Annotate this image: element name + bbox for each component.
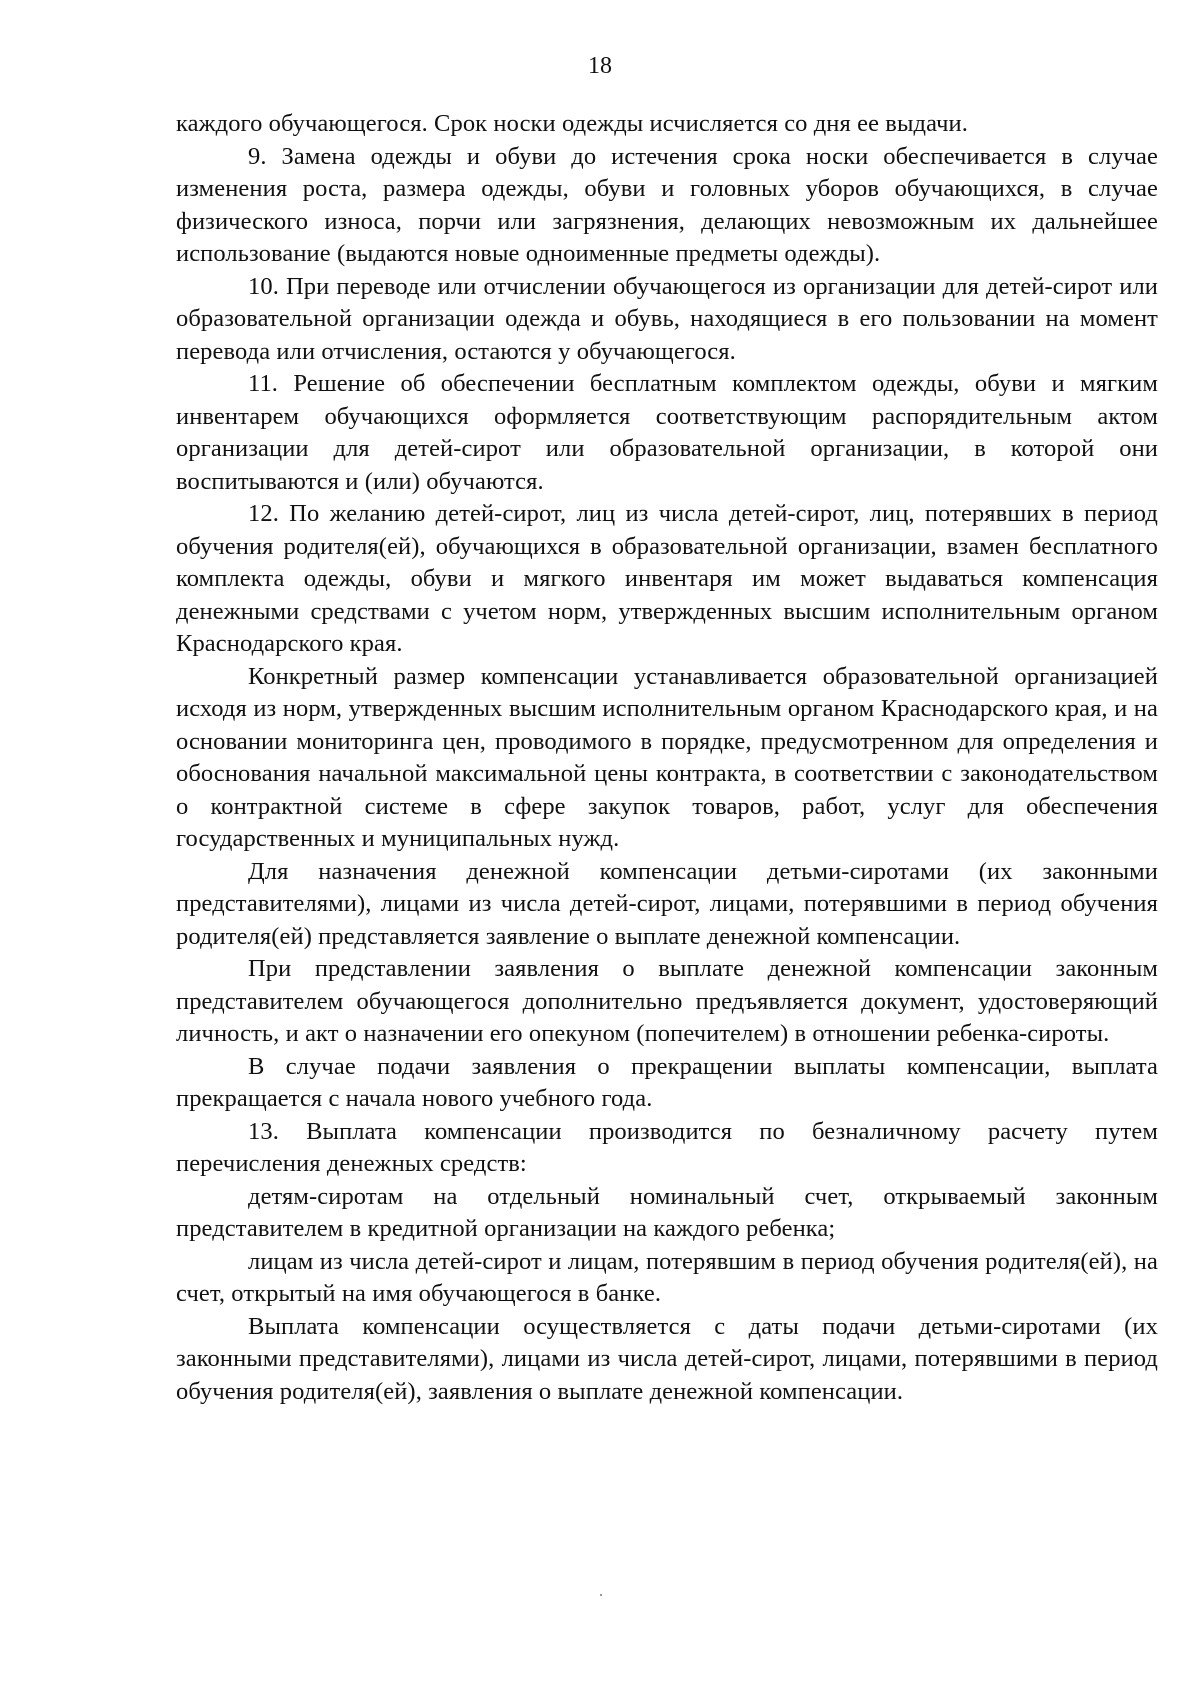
- scan-artifact-dot: [600, 1594, 602, 1596]
- paragraph-compensation-application: Для назначения денежной компенсации детьми-сиротами (их законными представителями), лицами из числа детей-сирот, лицами, потерявшими в период обучения родителя(ей) представляется заявление о выплате денежной компенсации.: [176, 857, 1158, 950]
- paragraph-termination: В случае подачи заявления о прекращении выплаты компенсации, выплата прекращается с начала нового учебного года.: [176, 1052, 1158, 1112]
- document-body: [176, 108, 1158, 1408]
- paragraph-representative-documents: При представлении заявления о выплате денежной компенсации законным представителем обучающегося дополнительно предъявляется документ, удостоверяющий личность, и акт о назначении его опекуном (попечителем) в отношении ребенка-сироты.: [176, 955, 1158, 1047]
- paragraph-item-11: 11. Решение об обеспечении бесплатным комплектом одежды, обуви и мягким инвентарем обучающихся оформляется соответствующим распорядительным актом организации для детей-сирот или образовательной организации, в которой они воспитываются и (или) обучаются.: [176, 370, 1158, 495]
- paragraph-persons-account: лицам из числа детей-сирот и лицам, потерявшим в период обучения родителя(ей), на счет, открытый на имя обучающегося в банке.: [176, 1247, 1158, 1307]
- paragraph-item-9: 9. Замена одежды и обуви до истечения срока носки обеспечивается в случае изменения роста, размера одежды, обуви и головных уборов обучающихся, в случае физического износа, порчи или загрязнения, делающих невозможным их дальнейшее использование (выдаются новые одноименные предметы одежды).: [176, 142, 1158, 267]
- paragraph-item-13: 13. Выплата компенсации производится по безналичному расчету путем перечисления денежных средств:: [176, 1117, 1158, 1177]
- paragraph-payment-start: Выплата компенсации осуществляется с даты подачи детьми-сиротами (их законными представителями), лицами из числа детей-сирот, лицами, потерявшими в период обучения родителя(ей), заявления о выплате денежной компенсации.: [176, 1312, 1158, 1405]
- paragraph-orphans-account: детям-сиротам на отдельный номинальный счет, открываемый законным представителем в кредитной организации на каждого ребенка;: [176, 1182, 1158, 1242]
- page-number: 18: [588, 53, 612, 79]
- paragraph-compensation-amount: Конкретный размер компенсации устанавливается образовательной организацией исходя из норм, утвержденных высшим исполнительным органом Краснодарского края, и на основании мониторинга цен, проводимого в порядке, предусмотренном для определения и обоснования начальной максимальной цены контракта, в соответствии с законодательством о контрактной системе в сфере закупок товаров, работ, услуг для обеспечения государственных и муниципальных нужд.: [176, 662, 1158, 852]
- paragraph-continuation: каждого обучающегося. Срок носки одежды исчисляется со дня ее выдачи.: [176, 110, 968, 137]
- paragraph-item-12: 12. По желанию детей-сирот, лиц из числа детей-сирот, лиц, потерявших в период обучения родителя(ей), обучающихся в образовательной организации, взамен бесплатного комплекта одежды, обуви и мягкого инвентаря им может выдаваться компенсация денежными средствами с учетом норм, утвержденных высшим исполнительным органом Краснодарского края.: [176, 500, 1158, 657]
- paragraph-item-10: 10. При переводе или отчислении обучающегося из организации для детей-сирот или образовательной организации одежда и обувь, находящиеся в его пользовании на момент перевода или отчисления, остаются у обучающегося.: [176, 272, 1158, 365]
